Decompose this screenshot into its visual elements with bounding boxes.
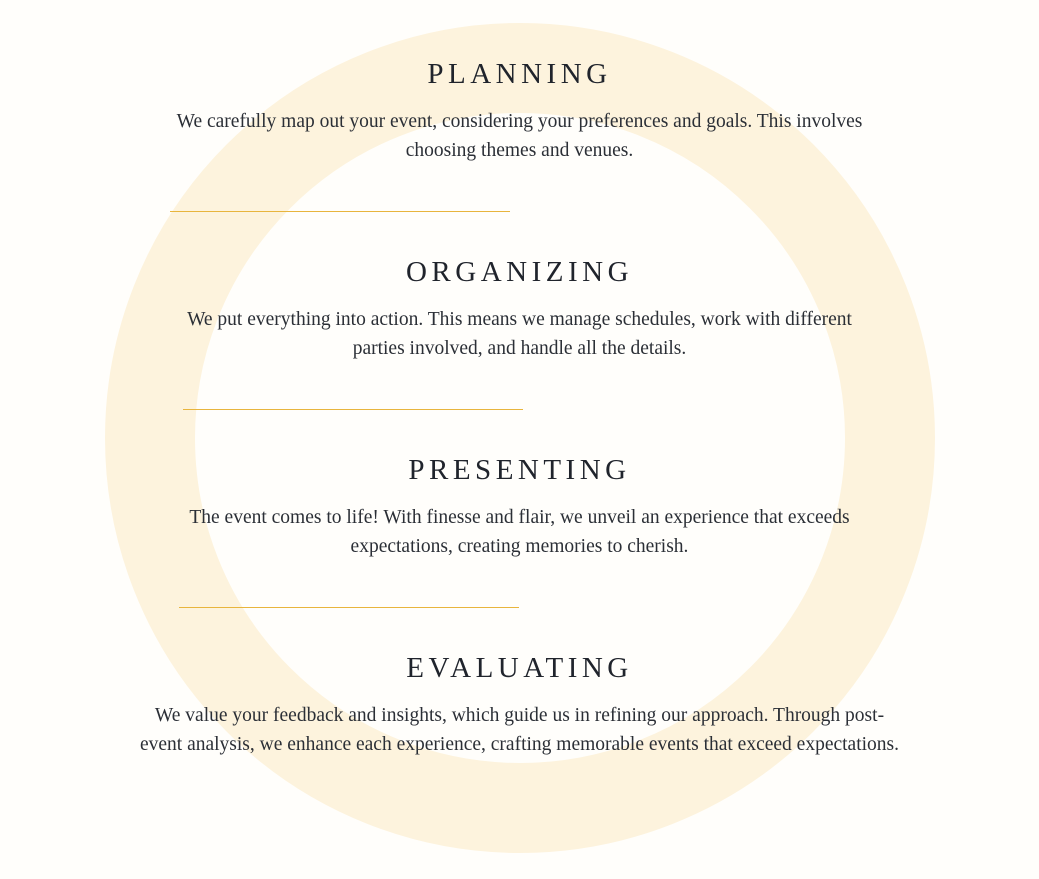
section-divider-3 [179,607,519,608]
section-body-evaluating: We value your feedback and insights, which guide us in refining our approach. Through post-event analysis, we enhance each experience, crafting memorable events that exceed expectations. [139,705,900,755]
process-step-evaluating [0,652,1039,759]
section-body-planning: We carefully map out your event, considering your preferences and goals. This involves choosing themes and venues. [176,111,863,161]
section-divider-1 [170,211,510,212]
section-title-organizing: ORGANIZING [405,256,634,288]
section-body-presenting: The event comes to life! With finesse and flair, we unveil an experience that exceeds expectations, creating memories to cherish. [189,507,850,557]
process-step-planning [0,58,1039,165]
process-step-presenting [0,454,1039,561]
process-step-organizing [0,256,1039,363]
section-divider-2 [183,409,523,410]
section-title-evaluating: EVALUATING [406,652,633,684]
section-body-organizing: We put everything into action. This means we manage schedules, work with different parties involved, and handle all the details. [187,309,852,359]
section-title-planning: PLANNING [427,58,612,90]
section-title-presenting: PRESENTING [408,454,631,486]
